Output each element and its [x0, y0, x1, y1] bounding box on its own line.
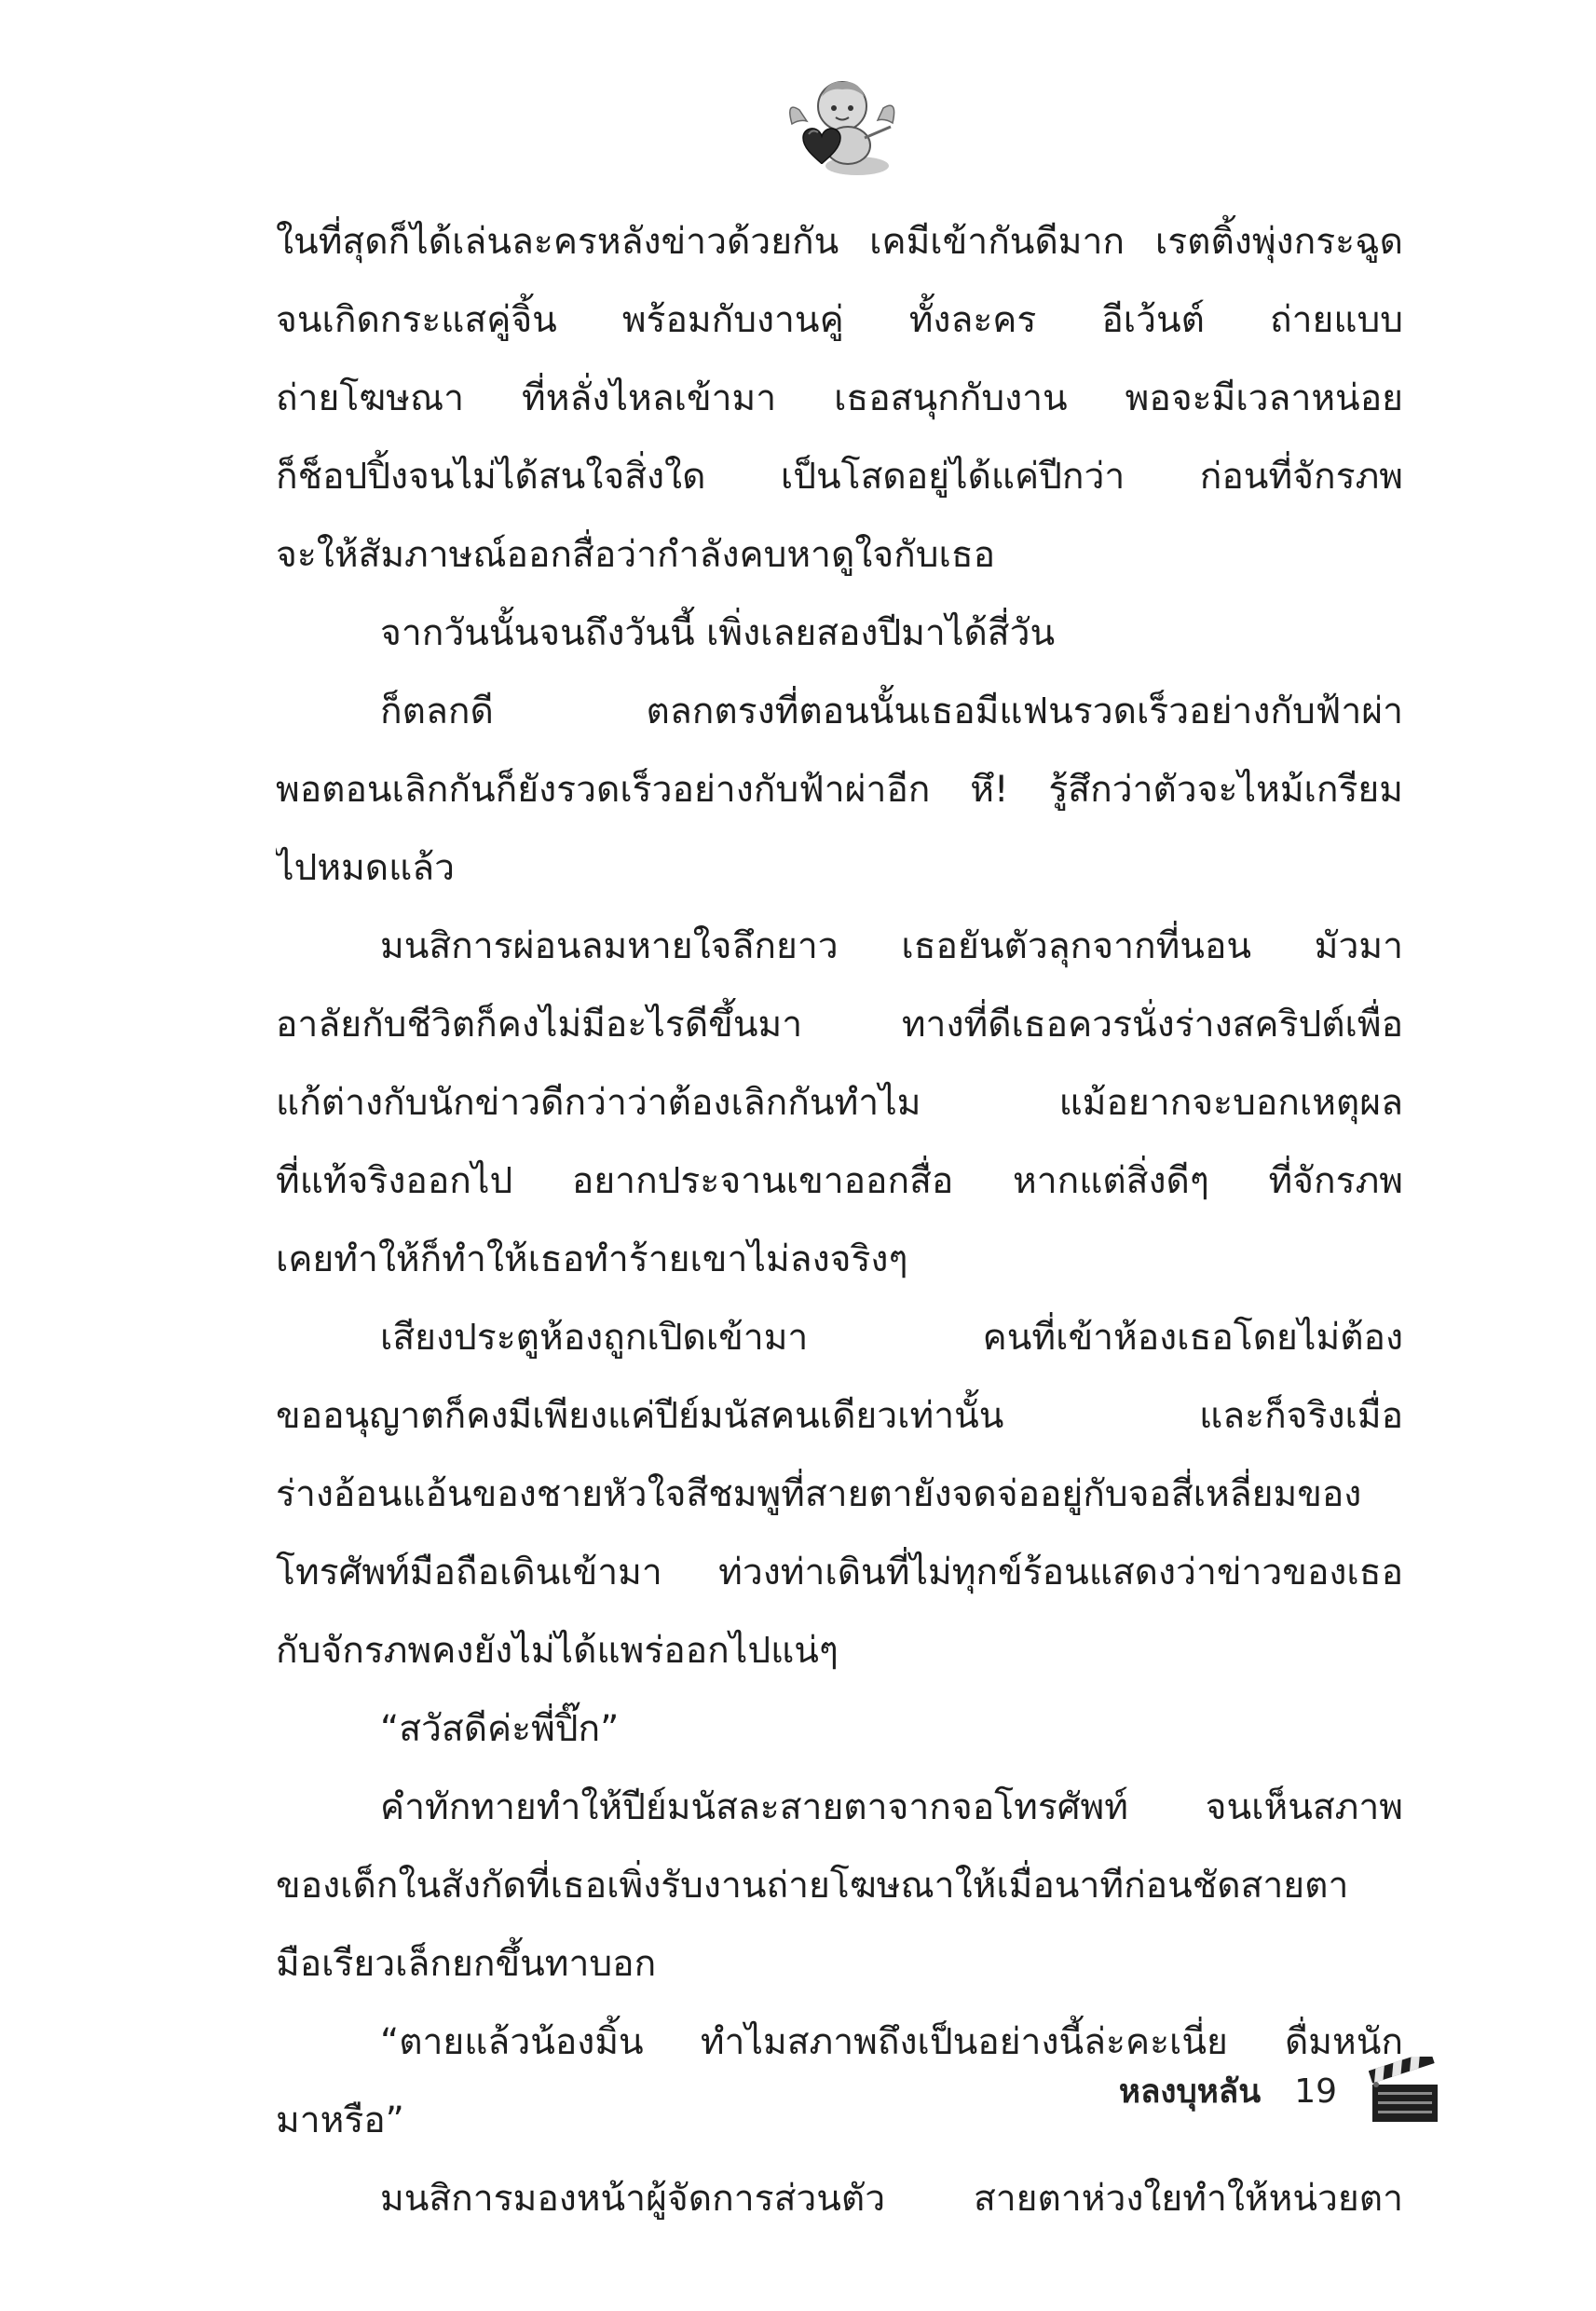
- text-line: ก็ตลกดี ตลกตรงที่ตอนนั้นเธอมีแฟนรวดเร็วอย่างกับฟ้าผ่า: [380, 691, 1403, 732]
- text-line: มือเรียวเล็กยกขึ้นทาบอก: [276, 1943, 657, 1985]
- text-line: ของเด็กในสังกัดที่เธอเพิ่งรับงานถ่ายโฆษณาให้เมื่อนาทีก่อนชัดสายตา: [276, 1865, 1349, 1907]
- text-line: ที่แท้จริงออกไป อยากประจานเขาออกสื่อ หากแต่สิ่งดีๆ ที่จักรภพ: [276, 1160, 1403, 1202]
- text-line: เสียงประตูห้องถูกเปิดเข้ามา คนที่เข้าห้องเธอโดยไม่ต้อง: [380, 1317, 1403, 1359]
- text-line: ถ่ายโฆษณา ที่หลั่งไหลเข้ามา เธอสนุกกับงาน พอจะมีเวลาหน่อย: [276, 377, 1403, 419]
- text-line: ก็ช็อปปิ้งจนไม่ได้สนใจสิ่งใด เป็นโสดอยู่ได้แค่ปีกว่า ก่อนที่จักรภพ: [276, 456, 1403, 498]
- text-line: ร่างอ้อนแอ้นของชายหัวใจสีชมพูที่สายตายังจดจ่ออยู่กับจอสี่เหลี่ยมของ: [276, 1473, 1362, 1515]
- text-line: จนเกิดกระแสคู่จิ้น พร้อมกับงานคู่ ทั้งละคร อีเว้นต์ ถ่ายแบบ: [276, 299, 1403, 341]
- clapperboard-icon: [1369, 2057, 1441, 2126]
- text-line: โทรศัพท์มือถือเดินเข้ามา ท่วงท่าเดินที่ไม่ทุกข์ร้อนแสดงว่าข่าวของเธอ: [276, 1552, 1403, 1593]
- text-line: อาลัยกับชีวิตก็คงไม่มีอะไรดีขึ้นมา ทางที่ดีเธอควรนั่งร่างสคริปต์เพื่อ: [276, 1004, 1403, 1046]
- text-line: จะให้สัมภาษณ์ออกสื่อว่ากำลังคบหาดูใจกับเธอ: [276, 534, 996, 576]
- page-footer: [1119, 2054, 1441, 2128]
- book-title: หลงบุหลัน: [1118, 2072, 1262, 2111]
- cupid-heart-icon: [781, 73, 902, 183]
- text-line: มนสิการผ่อนลมหายใจลึกยาว เธอยันตัวลุกจากที่นอน มัวมา: [380, 925, 1403, 967]
- text-line: คำทักทายทำให้ปีย์มนัสละสายตาจากจอโทรศัพท์ จนเห็นสภาพ: [380, 1786, 1403, 1828]
- text-line: มาหรือ”: [276, 2099, 404, 2141]
- page-number: 19: [1294, 2072, 1337, 2111]
- text-line: ไปหมดแล้ว: [276, 847, 456, 889]
- text-line: “ตายแล้วน้องมิ้น ทำไมสภาพถึงเป็นอย่างนี้ล่ะคะเนี่ย ดื่มหนัก: [380, 2021, 1403, 2063]
- text-line: ในที่สุดก็ได้เล่นละครหลังข่าวด้วยกัน เคมีเข้ากันดีมาก เรตติ้งพุ่งกระฉูด: [276, 221, 1403, 263]
- text-line: กับจักรภพคงยังไม่ได้แพร่ออกไปแน่ๆ: [276, 1630, 839, 1672]
- text-line: “สวัสดีค่ะพี่ปิ๊ก”: [380, 1708, 620, 1750]
- text-line: แก้ต่างกับนักข่าวดีกว่าว่าต้องเลิกกันทำไม แม้อยากจะบอกเหตุผล: [276, 1082, 1403, 1124]
- text-line: จากวันนั้นจนถึงวันนี้ เพิ่งเลยสองปีมาได้สี่วัน: [380, 612, 1056, 654]
- text-line: ขออนุญาตก็คงมีเพียงแค่ปีย์มนัสคนเดียวเท่านั้น และก็จริงเมื่อ: [276, 1395, 1403, 1437]
- text-line: พอตอนเลิกกันก็ยังรวดเร็วอย่างกับฟ้าผ่าอีก หึ! รู้สึกว่าตัวจะไหม้เกรียม: [276, 769, 1403, 811]
- text-line: มนสิการมองหน้าผู้จัดการส่วนตัว สายตาห่วงใยทำให้หน่วยตา: [380, 2178, 1403, 2220]
- body-text: [276, 203, 1403, 2238]
- text-line: เคยทำให้ก็ทำให้เธอทำร้ายเขาไม่ลงจริงๆ: [276, 1238, 908, 1280]
